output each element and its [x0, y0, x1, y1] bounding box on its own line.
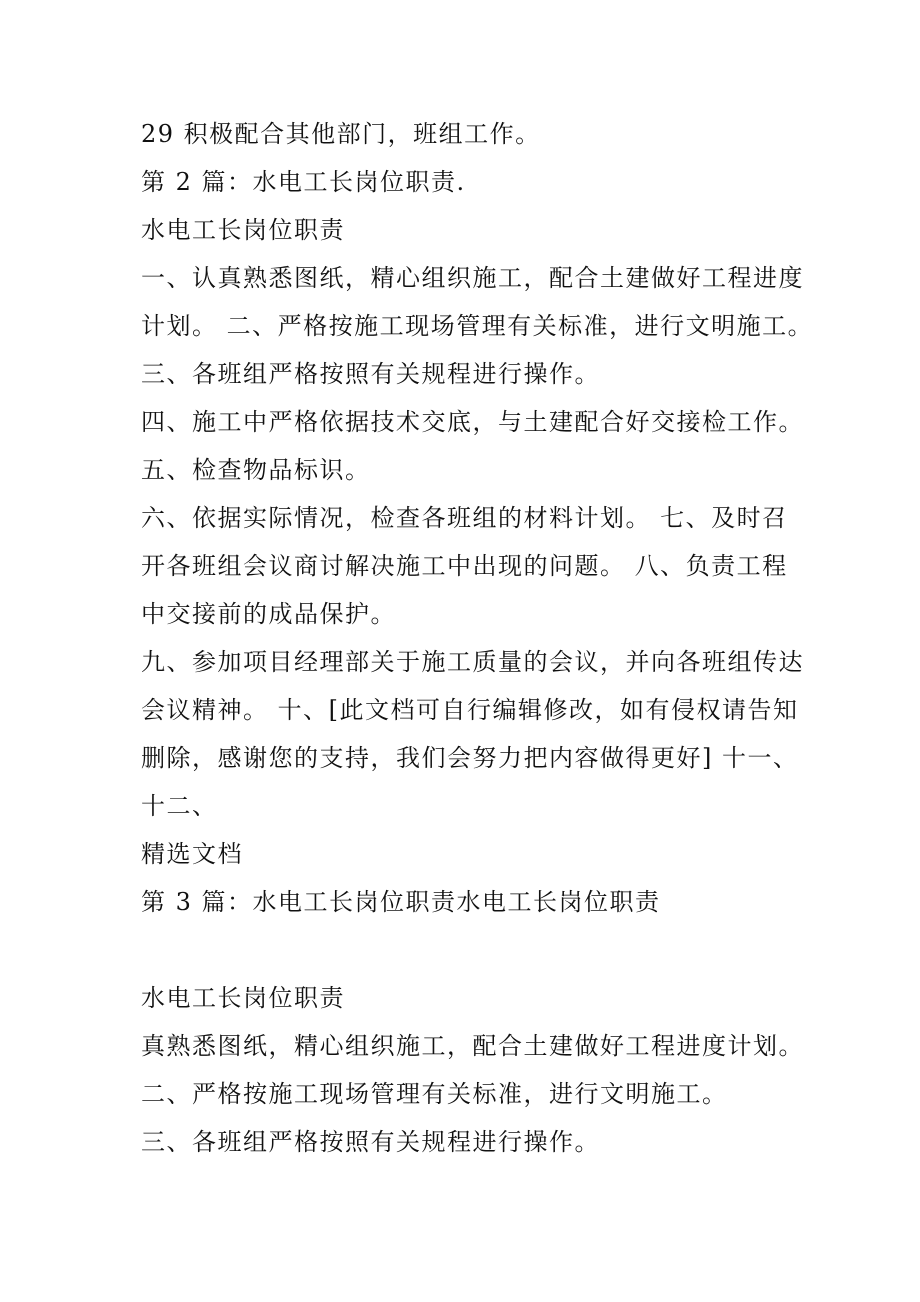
text-line-9: 六、依据实际情况，检查各班组的材料计划。 七、及时召 [141, 504, 788, 532]
text-line-6: 三、各班组严格按照有关规程进行操作。 [141, 360, 600, 388]
text-line-7: 四、施工中严格依据技术交底，与土建配合好交接检工作。 [141, 408, 804, 436]
text-line-8: 五、检查物品标识。 [141, 456, 371, 484]
text-line-16: 精选文档 [141, 840, 243, 868]
text-line-5: 计划。 二、严格按施工现场管理有关标准，进行文明施工。 [141, 312, 814, 340]
text-line-11: 中交接前的成品保护。 [141, 600, 396, 628]
text-line-1: 29 积极配合其他部门，班组工作。 [141, 120, 541, 148]
text-line-3: 水电工长岗位职责 [141, 216, 345, 244]
text-line-20: 二、严格按施工现场管理有关标准，进行文明施工。 [141, 1080, 728, 1108]
text-line-19: 真熟悉图纸，精心组织施工，配合土建做好工程进度计划。 [141, 1032, 804, 1060]
text-line-15: 十二、 [141, 792, 218, 820]
text-line-12: 九、参加项目经理部关于施工质量的会议，并向各班组传达 [141, 648, 804, 676]
text-line-18: 水电工长岗位职责 [141, 984, 345, 1012]
text-line-2: 第 2 篇：水电工长岗位职责. [141, 168, 466, 196]
text-line-17: 第 3 篇：水电工长岗位职责水电工长岗位职责 [141, 888, 661, 916]
text-line-10: 开各班组会议商讨解决施工中出现的问题。 八、负责工程 [141, 552, 788, 580]
text-line-14: 删除，感谢您的支持，我们会努力把内容做得更好] 十一、 [141, 744, 799, 772]
text-line-13: 会议精神。 十、[此文档可自行编辑修改，如有侵权请告知 [141, 696, 799, 724]
text-line-21: 三、各班组严格按照有关规程进行操作。 [141, 1128, 600, 1156]
text-line-4: 一、认真熟悉图纸，精心组织施工，配合土建做好工程进度 [141, 264, 804, 292]
